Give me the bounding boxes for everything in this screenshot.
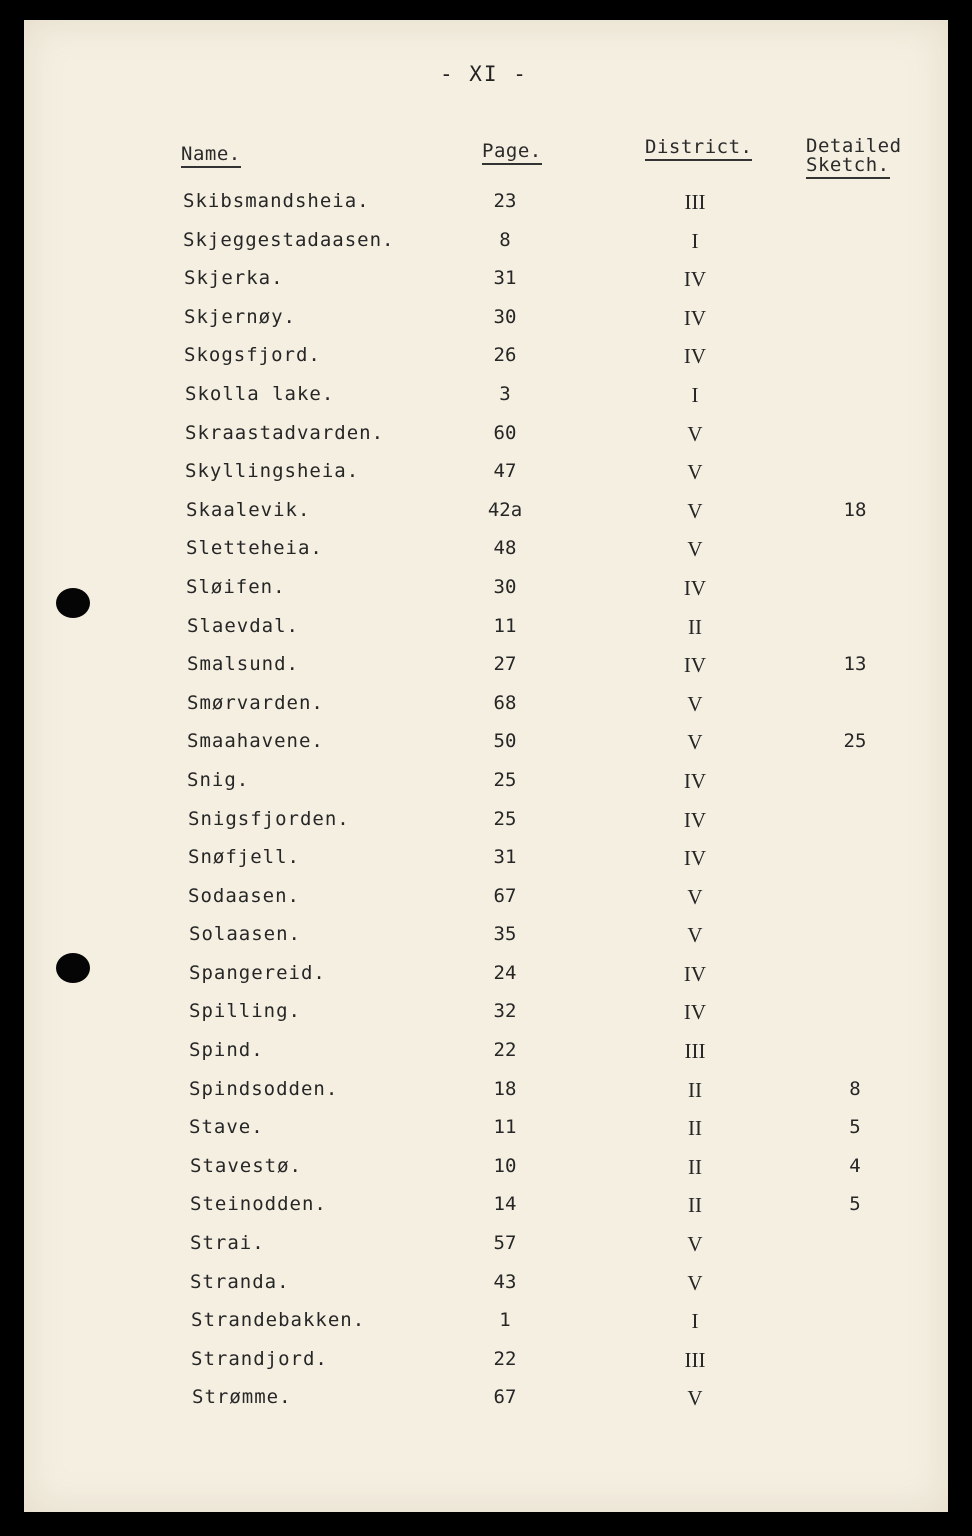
district-value: II	[688, 1116, 702, 1141]
page-ref: 31	[493, 846, 517, 869]
district-value: I	[691, 228, 699, 253]
page-ref: 10	[493, 1154, 517, 1177]
district-value: IV	[683, 846, 707, 871]
page-ref: 43	[493, 1270, 517, 1293]
place-name: Strandjord.	[191, 1347, 328, 1370]
district-value: V	[687, 1386, 703, 1411]
page-number: - XI -	[440, 62, 528, 86]
place-name: Strai.	[190, 1232, 265, 1255]
page-ref: 1	[499, 1309, 511, 1332]
header-name: Name.	[181, 145, 241, 164]
table-row	[0, 808, 972, 847]
place-name: Spind.	[189, 1039, 264, 1062]
place-name: Slaevdal.	[187, 614, 299, 637]
district-value: IV	[683, 807, 707, 832]
page-ref: 25	[493, 768, 517, 791]
place-name: Skolla lake.	[185, 382, 335, 405]
table-row	[0, 1271, 972, 1310]
table-row	[0, 1078, 972, 1117]
district-value: V	[687, 460, 703, 485]
page-ref: 11	[493, 1116, 517, 1139]
page-ref: 25	[493, 807, 517, 830]
place-name: Sletteheia.	[186, 537, 323, 560]
table-row	[0, 460, 972, 499]
district-value: V	[687, 923, 703, 948]
table-row	[0, 229, 972, 268]
page-ref: 42a	[487, 498, 523, 521]
page-ref: 35	[493, 923, 517, 946]
sketch-ref: 18	[843, 498, 867, 521]
table-row	[0, 267, 972, 306]
page-ref: 3	[499, 382, 511, 405]
place-name: Snigsfjorden.	[188, 807, 350, 830]
place-name: Sodaasen.	[188, 884, 300, 907]
page-ref: 23	[493, 190, 517, 212]
table-row	[0, 1386, 972, 1425]
page-ref: 60	[493, 421, 517, 444]
table-row	[0, 537, 972, 576]
district-value: IV	[683, 653, 707, 678]
table-row	[0, 1116, 972, 1155]
page-ref: 32	[493, 1000, 517, 1023]
index-table	[0, 190, 972, 1425]
table-row	[0, 885, 972, 924]
place-name: Steinodden.	[190, 1193, 327, 1216]
place-name: Sløifen.	[186, 575, 286, 598]
district-value: IV	[683, 768, 707, 793]
place-name: Snøfjell.	[188, 846, 300, 869]
table-row	[0, 306, 972, 345]
district-value: IV	[683, 344, 707, 369]
district-value: V	[687, 730, 703, 755]
place-name: Strandebakken.	[191, 1309, 366, 1332]
place-name: Smørvarden.	[187, 691, 324, 714]
district-value: II	[688, 614, 702, 639]
district-value: V	[687, 1232, 703, 1257]
district-value: IV	[683, 575, 707, 600]
page-ref: 18	[493, 1077, 517, 1100]
table-row	[0, 730, 972, 769]
table-row	[0, 576, 972, 615]
page-ref: 14	[493, 1193, 517, 1216]
district-value: IV	[683, 305, 707, 330]
table-row	[0, 499, 972, 538]
header-page: Page.	[482, 142, 542, 161]
place-name: Skjerka.	[184, 267, 284, 290]
sketch-ref: 4	[849, 1154, 861, 1177]
place-name: Skjernøy.	[184, 305, 296, 328]
place-name: Skogsfjord.	[184, 344, 321, 367]
page-ref: 67	[493, 884, 517, 907]
page-ref: 30	[493, 305, 517, 328]
place-name: Skyllingsheia.	[185, 460, 360, 483]
table-row	[0, 653, 972, 692]
page-ref: 48	[493, 537, 517, 560]
sketch-ref: 5	[849, 1116, 861, 1139]
header-detailed: Detailed	[806, 135, 902, 157]
table-row	[0, 1000, 972, 1039]
place-name: Smalsund.	[187, 653, 299, 676]
place-name: Spangereid.	[189, 961, 326, 984]
table-row	[0, 962, 972, 1001]
place-name: Solaasen.	[189, 923, 301, 946]
place-name: Spindsodden.	[189, 1077, 339, 1100]
table-row	[0, 1155, 972, 1194]
district-value: IV	[683, 961, 707, 986]
page-ref: 8	[499, 228, 511, 251]
table-row	[0, 1039, 972, 1078]
sketch-ref: 5	[849, 1193, 861, 1216]
place-name: Skaalevik.	[186, 498, 311, 521]
table-row	[0, 1193, 972, 1232]
page-ref: 27	[493, 653, 517, 676]
district-value: V	[687, 498, 703, 523]
place-name: Skjeggestadaasen.	[183, 228, 395, 251]
table-row	[0, 1348, 972, 1387]
place-name: Stranda.	[190, 1270, 290, 1293]
place-name: Skraastadvarden.	[185, 421, 385, 444]
district-value: III	[684, 1347, 706, 1372]
district-value: IV	[683, 1000, 707, 1025]
table-row	[0, 1232, 972, 1271]
sketch-ref: 8	[849, 1077, 861, 1100]
sketch-ref: 25	[843, 730, 867, 753]
table-row	[0, 1309, 972, 1348]
district-value: III	[684, 190, 706, 214]
table-row	[0, 846, 972, 885]
page-ref: 67	[493, 1386, 517, 1409]
header-detailed-sketch	[806, 137, 902, 175]
table-row	[0, 383, 972, 422]
page-ref: 47	[493, 460, 517, 483]
page-ref: 50	[493, 730, 517, 753]
header-sketch: Sketch.	[806, 154, 890, 179]
district-value: III	[684, 1039, 706, 1064]
district-value: V	[687, 537, 703, 562]
district-value: II	[688, 1077, 702, 1102]
place-name: Strømme.	[192, 1386, 292, 1409]
page-ref: 11	[493, 614, 517, 637]
place-name: Smaahavene.	[187, 730, 324, 753]
table-row	[0, 615, 972, 654]
district-value: II	[688, 1193, 702, 1218]
page-ref: 30	[493, 575, 517, 598]
page-ref: 22	[493, 1347, 517, 1370]
page-ref: 31	[493, 267, 517, 290]
header-district: District.	[645, 138, 752, 157]
district-value: I	[691, 1309, 699, 1334]
district-value: II	[688, 1154, 702, 1179]
place-name: Stavestø.	[190, 1154, 302, 1177]
page-ref: 57	[493, 1232, 517, 1255]
place-name: Snig.	[187, 768, 250, 791]
district-value: I	[691, 382, 699, 407]
page-ref: 22	[493, 1039, 517, 1062]
district-value: V	[687, 884, 703, 909]
district-value: IV	[683, 267, 707, 292]
page-ref: 68	[493, 691, 517, 714]
page-ref: 24	[493, 961, 517, 984]
district-value: V	[687, 1270, 703, 1295]
district-value: V	[687, 691, 703, 716]
place-name: Stave.	[189, 1116, 264, 1139]
table-row	[0, 422, 972, 461]
table-row	[0, 692, 972, 731]
table-row	[0, 344, 972, 383]
page-ref: 26	[493, 344, 517, 367]
district-value: V	[687, 421, 703, 446]
place-name: Skibsmandsheia.	[183, 190, 370, 212]
table-row	[0, 190, 972, 229]
place-name: Spilling.	[189, 1000, 301, 1023]
table-row	[0, 769, 972, 808]
table-row	[0, 923, 972, 962]
sketch-ref: 13	[843, 653, 867, 676]
